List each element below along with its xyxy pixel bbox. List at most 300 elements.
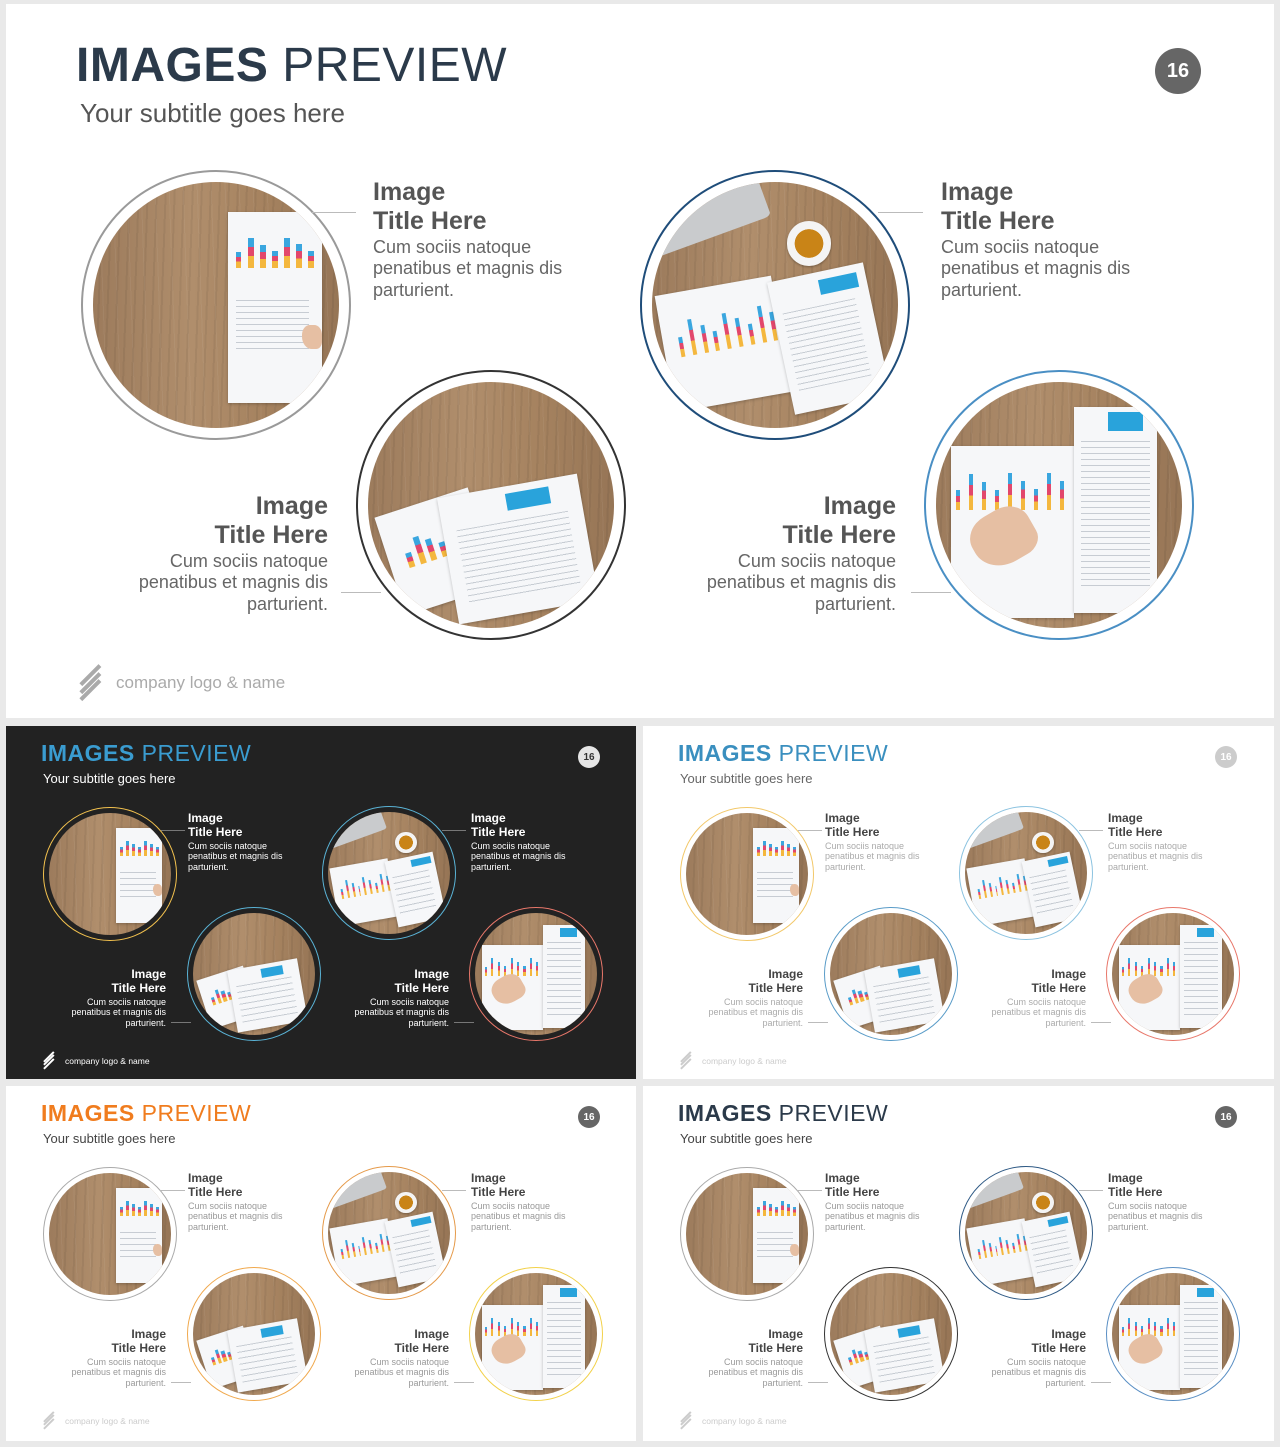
chart-bar [1008,473,1012,510]
slide-subtitle: Your subtitle goes here [680,1131,813,1146]
image-caption-1 [188,812,308,873]
image-caption-1 [373,178,613,301]
image-caption-1 [188,1172,308,1233]
slide-title [678,740,888,767]
chart-bar [1047,473,1051,510]
caption-title-line2: Title Here [373,206,487,235]
chart-bar [1006,1240,1010,1254]
image-photo-4[interactable] [936,382,1182,628]
chart-bar [1160,1326,1162,1336]
image-photo-3[interactable] [830,1273,952,1395]
chart-bar [1122,1327,1124,1337]
chart-bar [1017,1233,1022,1251]
image-photo-1[interactable] [93,182,339,428]
chart-bar [1122,967,1124,977]
caption-title-line1: Image [1051,967,1086,981]
leader-line [341,592,381,593]
chart-bar [485,1327,487,1337]
chart-bar [989,1243,993,1257]
caption-title-line1: Image [188,1171,223,1185]
page-number-badge: 16 [1155,48,1201,94]
company-logo [677,1412,787,1429]
caption-title-line2: Title Here [782,520,896,549]
chart-bar [978,889,982,899]
chart-bar [138,1207,141,1215]
leader-line [442,830,466,831]
title-bold: IMAGES [41,740,135,766]
page-number-badge: 16 [1215,1106,1237,1128]
chart-bar [763,1201,766,1216]
leader-line [161,830,185,831]
laptop-graphic [328,1172,387,1209]
chart-bar [721,312,731,349]
company-logo-icon [40,1052,57,1069]
caption-title-line1: Image [1108,811,1143,825]
chart-bar [308,251,314,268]
caption-body: Cum sociis natoque penatibus et magnis dis parturient. [188,1200,283,1233]
chart-bar [1167,1318,1169,1336]
chart-bar [126,1201,129,1216]
chart-bar [995,490,999,510]
chart-bar [358,886,362,896]
image-caption-3 [46,1328,166,1389]
chart-bar [530,1318,532,1336]
chart-bar [999,1237,1004,1255]
line-graph-graphic [120,1232,157,1259]
page-number-badge: 16 [578,1106,600,1128]
image-photo-1[interactable] [49,813,171,935]
caption-title-line2: Title Here [1108,1184,1163,1199]
chart-bar [352,1243,356,1257]
image-caption-1 [825,1172,945,1233]
chart-bar [793,1207,796,1216]
image-photo-3[interactable] [193,1273,315,1395]
chart-bar [523,1326,525,1336]
image-caption-2 [1108,812,1228,873]
title-bold: IMAGES [678,1100,772,1126]
company-logo-icon [677,1412,694,1429]
chart-bar [424,538,437,561]
chart-bar [700,325,709,354]
slide-title [678,1100,888,1127]
chart-bar [150,1204,153,1216]
chart-bar [1173,1322,1175,1336]
text-lines-graphic [1184,1302,1218,1375]
slide-subtitle: Your subtitle goes here [43,771,176,786]
leader-line [798,830,822,831]
caption-title-line1: Image [1051,1327,1086,1341]
caption-body: Cum sociis natoque penatibus et magnis dis parturient. [708,1356,803,1389]
title-light: PREVIEW [778,1100,889,1126]
chart-bar [787,1204,790,1216]
caption-title-line1: Image [131,967,166,981]
image-photo-1[interactable] [686,1173,808,1295]
bar-chart-graphic [757,837,796,855]
caption-body: Cum sociis natoque penatibus et magnis dis parturient. [991,996,1086,1029]
chart-bar [120,847,123,855]
line-graph-graphic [120,872,157,899]
bar-chart-graphic [757,1197,796,1215]
laptop-graphic [965,1172,1024,1209]
chart-bar [536,962,538,976]
image-caption-2 [471,1172,591,1233]
image-caption-3 [683,968,803,1029]
laptop-graphic [328,812,387,849]
chart-bar [517,962,519,976]
company-logo [40,1052,150,1069]
chart-bar [1012,1242,1016,1252]
caption-title-line2: Title Here [825,824,880,839]
chart-bar [775,1207,778,1215]
text-lines-graphic [782,298,870,390]
bar-chart-graphic [956,466,1064,510]
chart-bar [982,482,986,510]
image-photo-2[interactable] [965,1172,1087,1294]
chart-bar [1135,962,1137,976]
slide-title [76,38,507,93]
chart-bar [1128,958,1130,976]
chart-bar [793,847,796,856]
coffee-cup-graphic [395,1192,417,1214]
chart-bar [956,490,960,510]
line-graph-graphic [757,1232,794,1259]
chart-bar [517,1322,519,1336]
bar-chart-graphic [120,1197,159,1215]
caption-body: Cum sociis natoque penatibus et magnis dis parturient. [708,996,803,1029]
coffee-cup-graphic [1032,832,1054,854]
image-photo-3[interactable] [368,382,614,628]
caption-title-line1: Image [768,967,803,981]
chart-bar [757,847,760,855]
image-photo-3[interactable] [193,913,315,1035]
leader-line [171,1382,191,1383]
laptop-graphic [652,182,771,257]
chart-bar [375,882,379,892]
caption-title-line2: Title Here [1031,1340,1086,1355]
company-logo [40,1412,150,1429]
chart-bar [260,245,266,269]
image-photo-4[interactable] [1112,913,1234,1035]
caption-title-line2: Title Here [111,1340,166,1355]
chart-bar [498,962,500,976]
chart-bar [982,1240,987,1258]
text-lines-graphic [547,1302,581,1375]
leader-line [1091,1022,1111,1023]
chart-bar [341,1249,345,1259]
company-logo [74,666,285,700]
chart-bar [345,1240,350,1258]
chart-bar [132,1204,135,1216]
chart-bar [369,880,373,894]
chart-bar [1154,1322,1156,1336]
chart-bar [781,841,784,856]
caption-body: Cum sociis natoque penatibus et magnis dis parturient. [188,840,283,873]
report-header [560,928,577,938]
caption-body: Cum sociis natoque penatibus et magnis dis parturient. [471,840,566,873]
chart-bar [763,841,766,856]
caption-body: Cum sociis natoque penatibus et magnis dis parturient. [471,1200,566,1233]
chart-bar [1060,481,1064,510]
bar-chart-graphic [120,837,159,855]
chart-bar [485,967,487,977]
caption-body: Cum sociis natoque penatibus et magnis dis parturient. [373,236,563,300]
caption-title-line2: Title Here [748,980,803,995]
chart-bar [341,889,345,899]
chart-bar [362,1237,367,1255]
chart-bar [498,1322,500,1336]
chart-bar [284,238,290,269]
chart-bar [1017,873,1022,891]
chart-bar [358,1246,362,1256]
caption-title-line2: Title Here [214,520,328,549]
caption-title-line1: Image [825,1171,860,1185]
image-caption-3 [88,492,328,615]
chart-bar [272,251,278,268]
chart-bar [1160,966,1162,976]
chart-bar [156,847,159,856]
chart-bar [491,958,493,976]
chart-bar [769,844,772,856]
text-lines-graphic [547,942,581,1015]
caption-title-line2: Title Here [394,980,449,995]
leader-line [442,1190,466,1191]
caption-title-line1: Image [941,178,1014,206]
chart-bar [138,847,141,855]
leader-line [454,1022,474,1023]
finger-graphic [153,1244,163,1256]
image-caption-4 [966,1328,1086,1389]
finger-graphic [302,325,322,350]
caption-body: Cum sociis natoque penatibus et magnis dis parturient. [1108,840,1203,873]
coffee-cup-graphic [1032,1192,1054,1214]
chart-bar [769,1204,772,1216]
leader-line [311,212,356,213]
coffee-cup-graphic [395,832,417,854]
chart-bar [734,318,743,347]
chart-bar [1154,962,1156,976]
caption-body: Cum sociis natoque penatibus et magnis dis parturient. [71,1356,166,1389]
chart-bar [995,886,999,896]
image-photo-2[interactable] [328,812,450,934]
report-header [1108,412,1142,432]
company-logo-text: company logo & name [65,1055,150,1066]
chart-bar [120,1207,123,1215]
leader-line [808,1022,828,1023]
company-logo-icon [40,1412,57,1429]
line-graph-graphic [757,872,794,899]
company-logo-text: company logo & name [702,1415,787,1426]
slide-4[interactable] [6,1086,636,1441]
chart-bar [995,1246,999,1256]
chart-bar [132,844,135,856]
company-logo-icon [677,1052,694,1069]
image-photo-2[interactable] [328,1172,450,1294]
caption-title-line1: Image [414,967,449,981]
chart-bar [1021,481,1025,510]
chart-bar [1006,880,1010,894]
image-caption-1 [825,812,945,873]
page-number-badge: 16 [578,746,600,768]
caption-body: Cum sociis natoque penatibus et magnis dis parturient. [354,996,449,1029]
caption-title-line1: Image [188,811,223,825]
image-photo-4[interactable] [1112,1273,1234,1395]
caption-title-line1: Image [1108,1171,1143,1185]
report-header [560,1288,577,1298]
chart-bar [126,841,129,856]
slide-title [41,1100,251,1127]
image-caption-2 [941,178,1181,301]
finger-graphic [790,1244,800,1256]
chart-bar [156,1207,159,1216]
caption-title-line2: Title Here [1031,980,1086,995]
title-bold: IMAGES [76,39,269,92]
chart-bar [362,877,367,895]
chart-bar [848,997,853,1005]
caption-body: Cum sociis natoque penatibus et magnis dis parturient. [354,1356,449,1389]
caption-title-line2: Title Here [825,1184,880,1199]
caption-title-line2: Title Here [748,1340,803,1355]
caption-body: Cum sociis natoque penatibus et magnis dis parturient. [1108,1200,1203,1233]
chart-bar [150,844,153,856]
image-caption-2 [471,812,591,873]
chart-bar [236,252,242,269]
slide-5[interactable] [643,1086,1274,1441]
company-logo-text: company logo & name [116,673,286,692]
slide-3[interactable] [643,726,1274,1079]
chart-bar [296,244,302,268]
caption-title-line1: Image [823,492,896,520]
chart-bar [1173,962,1175,976]
title-bold: IMAGES [678,740,772,766]
image-photo-2[interactable] [652,182,898,428]
leader-line [878,212,923,213]
chart-bar [211,1357,216,1365]
title-light: PREVIEW [778,740,889,766]
slide-2[interactable] [6,726,636,1079]
caption-title-line1: Image [471,811,506,825]
caption-body: Cum sociis natoque penatibus et magnis dis parturient. [71,996,166,1029]
leader-line [911,592,951,593]
chart-bar [747,324,754,345]
report-header [1197,928,1214,938]
chart-bar [978,1249,982,1259]
title-light: PREVIEW [141,1100,252,1126]
caption-title-line2: Title Here [188,824,243,839]
chart-bar [982,880,987,898]
leader-line [171,1022,191,1023]
caption-body: Cum sociis natoque penatibus et magnis dis parturient. [991,1356,1086,1389]
line-graph-graphic [236,300,310,354]
title-light: PREVIEW [141,740,252,766]
leader-line [808,1382,828,1383]
coffee-cup-graphic [787,221,831,265]
caption-title-line2: Title Here [188,1184,243,1199]
chart-bar [380,1233,385,1251]
slide-subtitle: Your subtitle goes here [680,771,813,786]
caption-title-line1: Image [131,1327,166,1341]
slide-1[interactable] [6,4,1274,718]
chart-bar [989,883,993,897]
bar-chart-graphic [236,231,315,268]
caption-title-line1: Image [373,178,446,206]
chart-bar [144,1201,147,1216]
leader-line [1091,1382,1111,1383]
chart-bar [1034,489,1038,510]
chart-bar [491,1318,493,1336]
chart-bar [848,1357,853,1365]
caption-title-line1: Image [414,1327,449,1341]
caption-title-line2: Title Here [471,824,526,839]
image-photo-2[interactable] [965,812,1087,934]
caption-title-line2: Title Here [1108,824,1163,839]
company-logo-icon [74,666,108,700]
image-caption-4 [656,492,896,615]
caption-body: Cum sociis natoque penatibus et magnis dis parturient. [706,550,896,614]
chart-bar [144,841,147,856]
image-photo-3[interactable] [830,913,952,1035]
title-light: PREVIEW [282,39,508,92]
caption-body: Cum sociis natoque penatibus et magnis dis parturient. [138,550,328,614]
image-caption-4 [329,1328,449,1389]
caption-title-line2: Title Here [111,980,166,995]
image-caption-4 [966,968,1086,1029]
chart-bar [345,880,350,898]
chart-bar [1012,882,1016,892]
image-photo-1[interactable] [49,1173,171,1295]
chart-bar [523,966,525,976]
report-header [1197,1288,1214,1298]
chart-bar [713,331,720,352]
chart-bar [1135,1322,1137,1336]
image-photo-4[interactable] [475,1273,597,1395]
image-photo-1[interactable] [686,813,808,935]
chart-bar [1128,1318,1130,1336]
slide-subtitle: Your subtitle goes here [43,1131,176,1146]
text-lines-graphic [1081,441,1150,588]
chart-bar [969,474,973,510]
caption-title-line1: Image [471,1171,506,1185]
caption-title-line1: Image [768,1327,803,1341]
finger-graphic [153,884,163,896]
chart-bar [787,844,790,856]
image-caption-4 [329,968,449,1029]
leader-line [1079,1190,1103,1191]
chart-bar [1167,958,1169,976]
chart-bar [380,873,385,891]
chart-bar [369,1240,373,1254]
caption-title-line1: Image [825,811,860,825]
image-caption-3 [683,1328,803,1389]
title-bold: IMAGES [41,1100,135,1126]
caption-title-line2: Title Here [394,1340,449,1355]
chart-bar [375,1242,379,1252]
caption-body: Cum sociis natoque penatibus et magnis dis parturient. [941,236,1131,300]
leader-line [454,1382,474,1383]
caption-title-line2: Title Here [471,1184,526,1199]
caption-title-line1: Image [255,492,328,520]
chart-bar [248,238,254,268]
image-caption-3 [46,968,166,1029]
caption-body: Cum sociis natoque penatibus et magnis dis parturient. [825,1200,920,1233]
laptop-graphic [965,812,1024,849]
chart-bar [775,847,778,855]
leader-line [1079,830,1103,831]
finger-graphic [790,884,800,896]
chart-bar [756,306,766,343]
image-photo-4[interactable] [475,913,597,1035]
chart-bar [781,1201,784,1216]
leader-line [161,1190,185,1191]
